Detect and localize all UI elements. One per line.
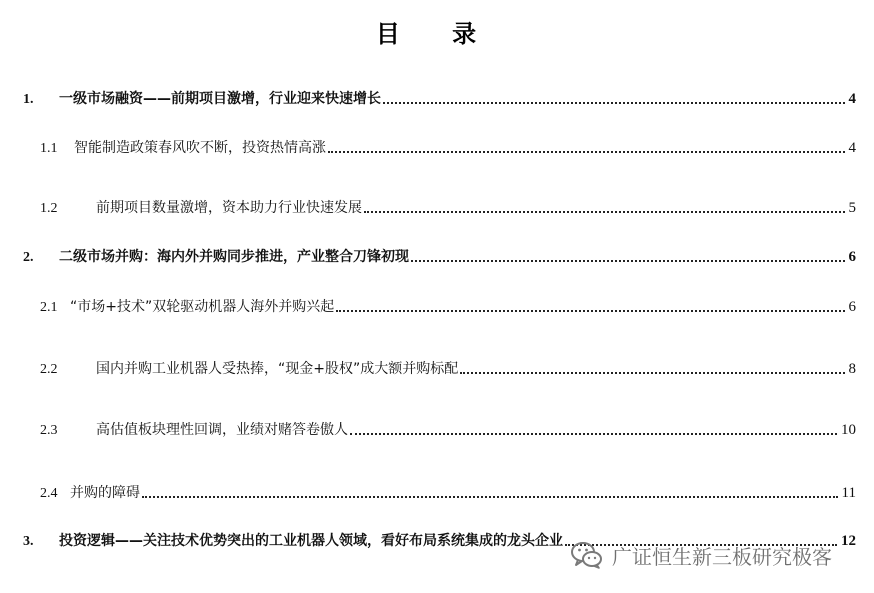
dot-leader (364, 211, 845, 213)
toc-page-number: 4 (848, 140, 856, 156)
toc-number: 3. (23, 534, 34, 549)
dot-leader (411, 260, 845, 262)
toc-number: 2.3 (40, 423, 58, 438)
toc-number: 2. (23, 250, 34, 265)
toc-entry[interactable] (0, 84, 874, 108)
toc-number: 2.4 (40, 486, 58, 501)
toc-text: 一级市场融资——前期项目激增，行业迎来快速增长 (59, 91, 381, 107)
toc-entry[interactable] (0, 354, 874, 378)
toc-text: 国内并购工业机器人受热捧，“现金+股权”成大额并购标配 (96, 361, 459, 377)
page-title: 目 录 (375, 19, 499, 48)
toc-entry[interactable] (0, 193, 874, 217)
toc-page-number: 10 (841, 422, 856, 438)
toc-page-number: 6 (848, 299, 856, 315)
wechat-icon (570, 540, 604, 570)
watermark-text: 广证恒生新三板研究极客 (612, 544, 832, 569)
dot-leader (350, 433, 837, 435)
toc-text: “市场+技术”双轮驱动机器人海外并购兴起 (70, 299, 335, 315)
toc-text: 智能制造政策春风吹不断，投资热情高涨 (74, 140, 326, 156)
toc-text: 二级市场并购：海内外并购同步推进，产业整合刀锋初现 (59, 249, 409, 265)
toc-entry[interactable] (0, 478, 874, 502)
dot-leader (328, 151, 845, 153)
toc-number: 2.2 (40, 362, 58, 377)
toc-number: 1.1 (40, 141, 58, 156)
dot-leader (383, 102, 845, 104)
toc-number: 2.1 (40, 300, 58, 315)
toc-page-number: 5 (848, 200, 856, 216)
toc-number: 1.2 (40, 201, 58, 216)
dot-leader (460, 372, 844, 374)
toc-text: 并购的障碍 (70, 485, 140, 501)
toc-entry[interactable] (0, 133, 874, 157)
dot-leader (142, 496, 838, 498)
toc-page-number: 4 (848, 91, 856, 107)
toc-number: 1. (23, 92, 34, 107)
dot-leader (336, 310, 844, 312)
toc-entry[interactable] (0, 292, 874, 316)
toc-page-number: 6 (848, 249, 856, 265)
toc-text: 投资逻辑——关注技术优势突出的工业机器人领域，看好布局系统集成的龙头企业 (59, 533, 563, 549)
toc-text: 高估值板块理性回调，业绩对赌答卷傲人 (96, 422, 348, 438)
toc-entry[interactable] (0, 415, 874, 439)
toc-text: 前期项目数量激增，资本助力行业快速发展 (96, 200, 362, 216)
toc-page-number: 8 (848, 361, 856, 377)
wechat-watermark (570, 538, 832, 572)
toc-page-number: 11 (841, 485, 856, 501)
toc-entry[interactable] (0, 242, 874, 266)
toc-page-number: 12 (841, 533, 856, 549)
